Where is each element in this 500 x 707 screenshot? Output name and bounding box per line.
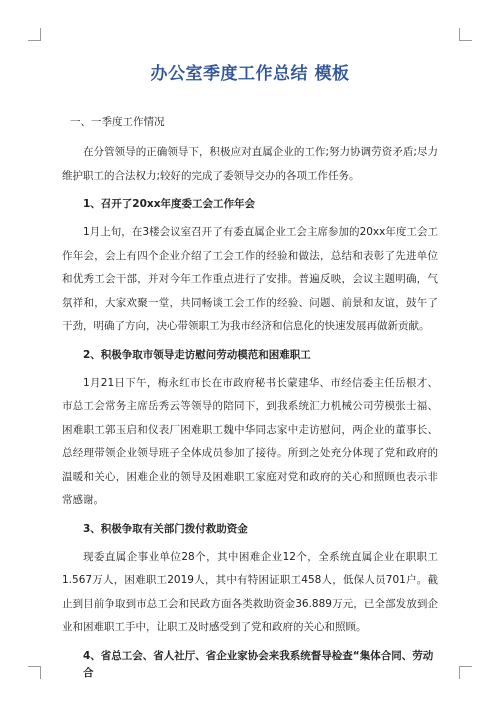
section-heading: 一、一季度工作情况 (70, 116, 165, 128)
item-heading: 1、召开了20xx年度委工会工作年会 (83, 198, 255, 210)
document-title: 办公室季度工作总结 模板 (150, 64, 350, 84)
paragraph: 现委直属企事业单位28个，其中困难企业12个，全系统直属企业在职职工1.567万人，困难职工2019人，其中有特困证职工458人，低保人员701户。截止到目前争取到市总工会和民政方面各类救助资金36.889万元，已全部发放到企业和困难职工手中，让职工及时感受到了党和政府的关心和照顾。 (62, 550, 438, 633)
item-heading: 4、省总工会、省人社厅、省企业家协会来我系统督导检查“集体合同、劳动合 (83, 649, 434, 679)
paragraph: 在分管领导的正确领导下，积极应对直属企业的工作;努力协调劳资矛盾;尽力维护职工的合法权力;较好的完成了委领导交办的各项工作任务。 (62, 146, 438, 182)
crop-mark-top-left (28, 28, 41, 41)
crop-mark-bottom-right (459, 666, 472, 679)
paragraph: 1月21日下午，梅永红市长在市政府秘书长蒙建华、市经信委主任岳根才、市总工会常务主席岳秀云等领导的陪同下，到我系统汇力机械公司劳模张士福、困难职工郭玉启和仪表厂困难职工魏中华同志家中走访慰问，两企业的董事长、总经理带领企业领导班子全体成员参加了接待。所到之处充分体现了党和政府的温暖和关心，困难企业的领导及困难职工家庭对党和政府的关心和照顾也表示非常感谢。 (62, 376, 438, 506)
document-page (62, 56, 438, 690)
paragraph: 1月上旬，在3楼会议室召开了有委直属企业工会主席参加的20xx年度工会工作年会，会上有四个企业介绍了工会工作的经验和做法，总结和表彰了先进单位和优秀工会干部，并对今年工作重点进行了安排。普遍反映，会议主题明确，气氛祥和，大家欢聚一堂，共同畅谈工会工作的经验、问题、前景和友谊，鼓午了干劲，明确了方向，决心带领职工为我市经济和信息化的快速发展再做新贡献。 (62, 226, 438, 332)
crop-mark-top-right (459, 28, 472, 41)
item-heading: 2、积极争取市领导走访慰问劳动模范和困难职工 (83, 348, 311, 361)
crop-mark-bottom-left (28, 666, 41, 679)
item-heading: 3、积极争取有关部门拨付救助资金 (83, 522, 248, 535)
